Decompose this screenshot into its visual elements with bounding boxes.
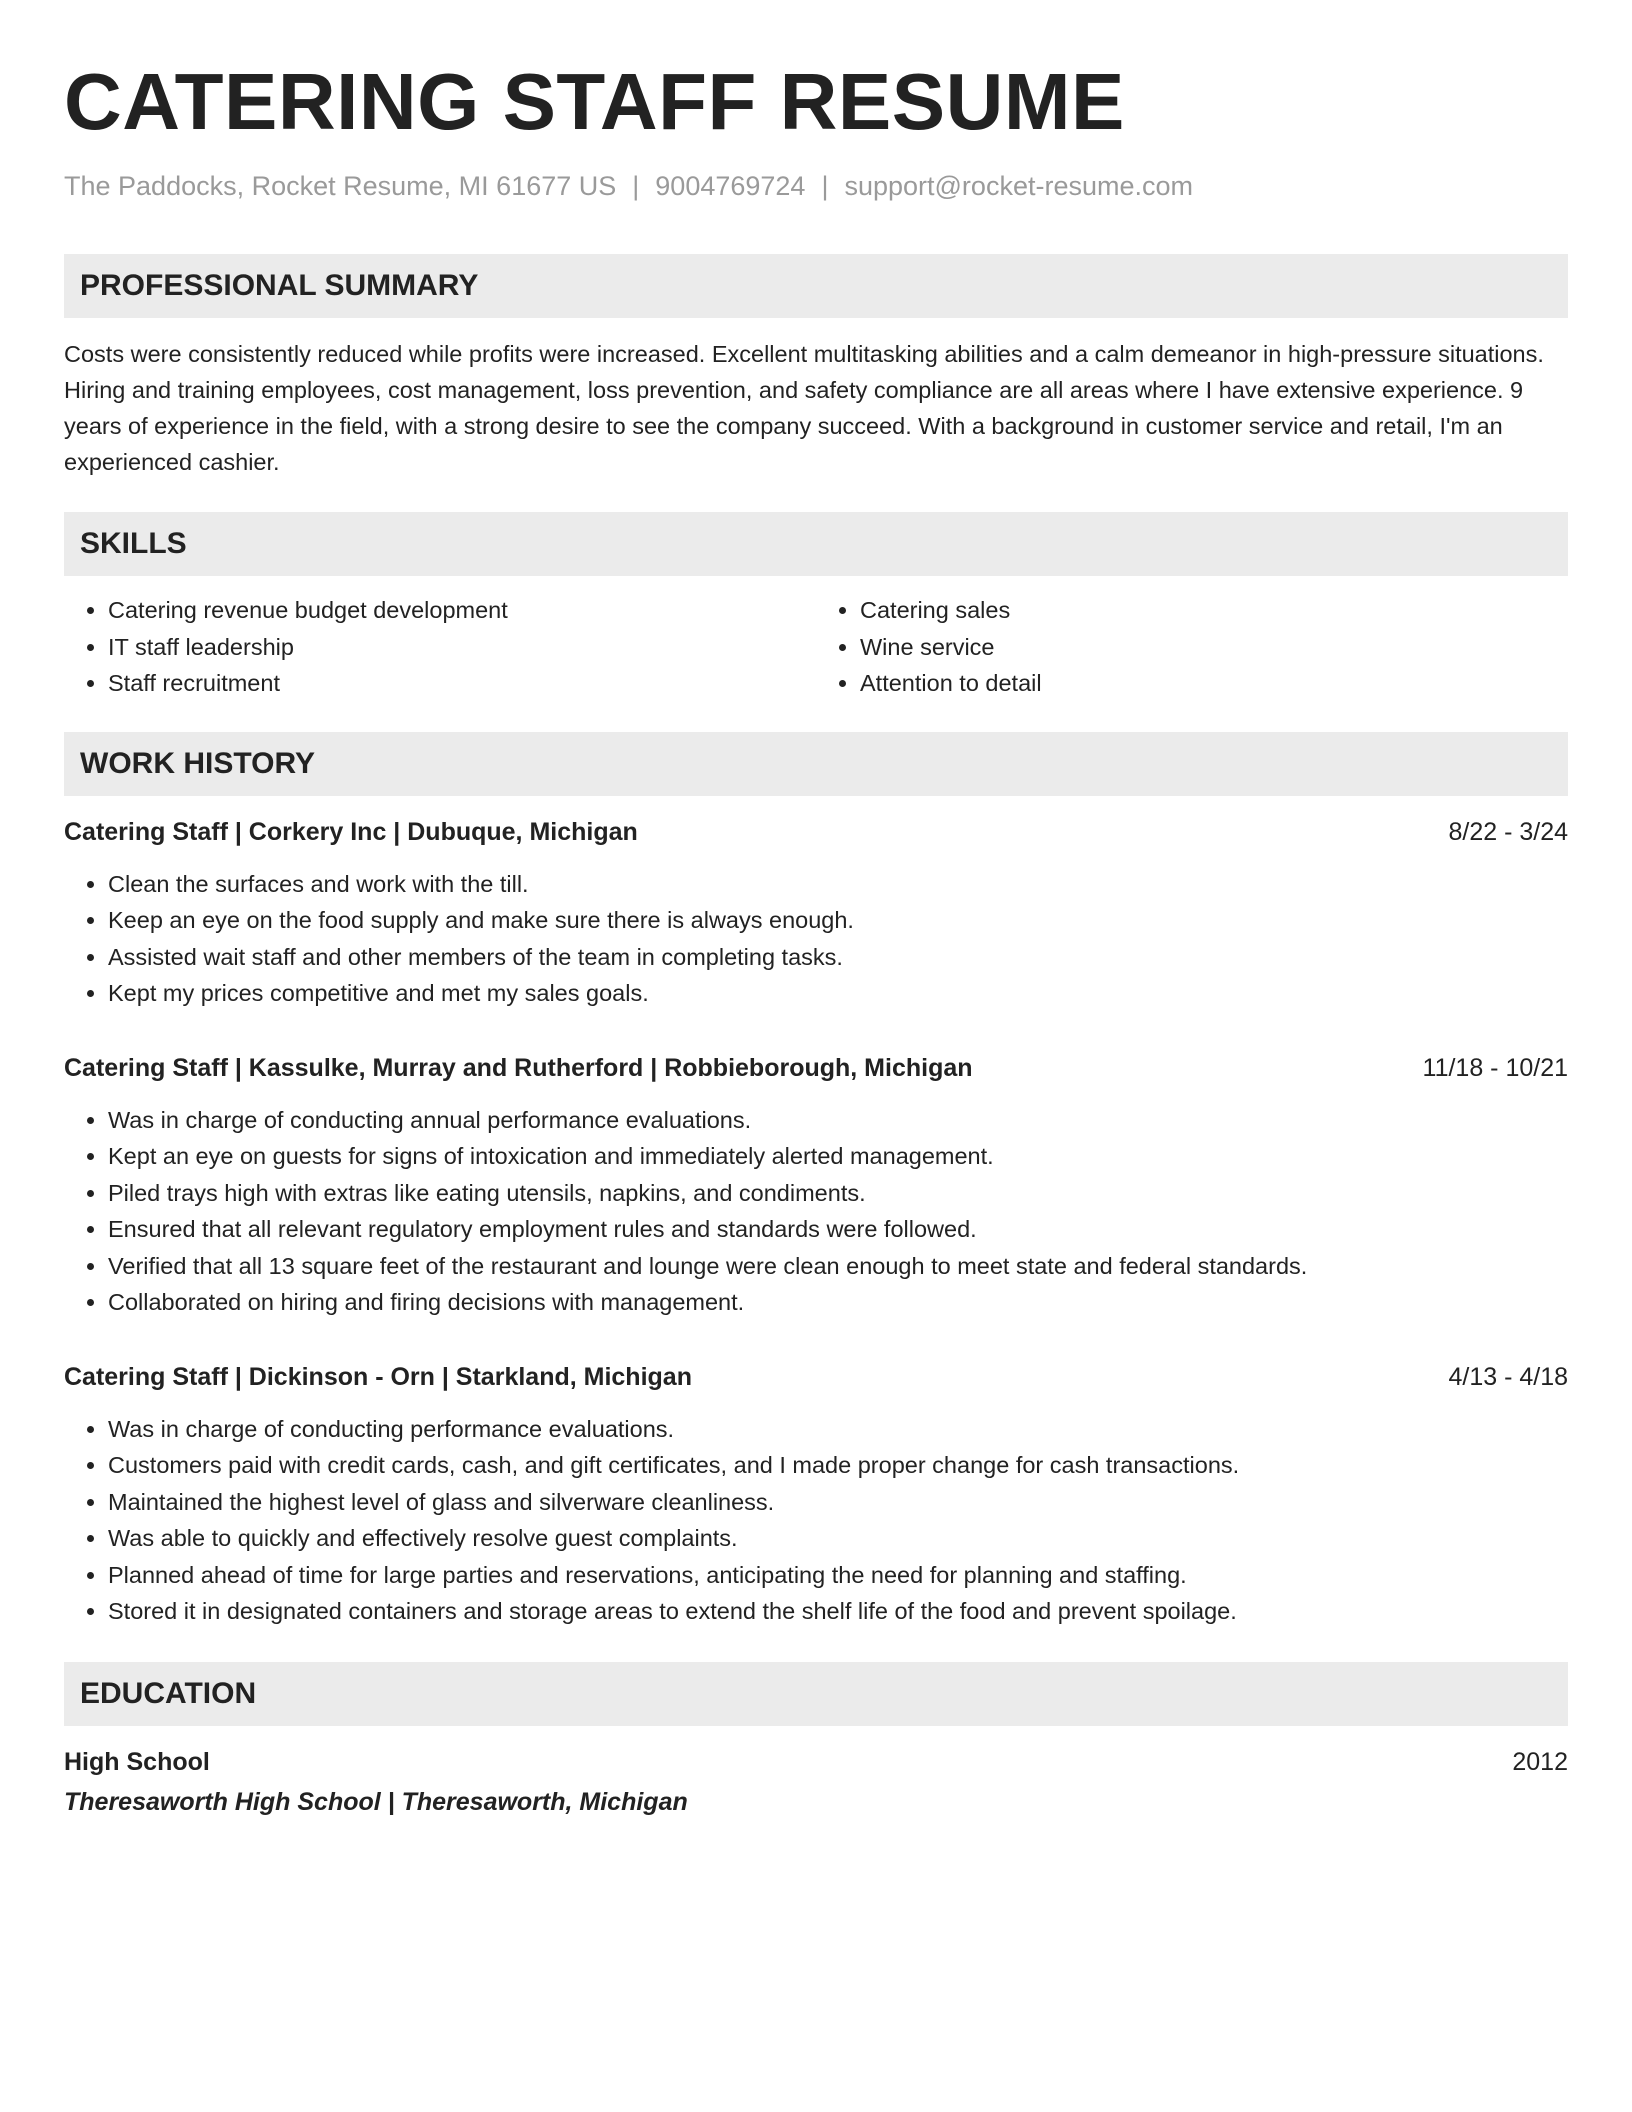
section-header-summary: PROFESSIONAL SUMMARY [64,254,1568,318]
contact-separator: | [821,171,829,201]
job-bullet: • Customers paid with credit cards, cash, and gift certificates, and I made proper change for cash transactions. [108,1447,1568,1484]
education-school: Theresaworth High School | Theresaworth, Michigan [64,1787,688,1816]
job-dates: 4/13 - 4/18 [1448,1362,1568,1391]
job-bullet: • Ensured that all relevant regulatory employment rules and standards were followed. [108,1211,1568,1248]
job-bullet: • Assisted wait staff and other members of the team in completing tasks. [108,939,1568,976]
job-entry [64,814,1568,1012]
job-bullet: • Piled trays high with extras like eating utensils, napkins, and condiments. [108,1175,1568,1212]
job-bullet: • Collaborated on hiring and firing decisions with management. [108,1284,1568,1321]
education-header [64,1744,1568,1780]
address: The Paddocks, Rocket Resume, MI 61677 US [64,171,617,201]
contact-line [64,168,1568,204]
job-title: Catering Staff | Kassulke, Murray and Rutherford | Robbieborough, Michigan [64,1053,973,1082]
contact-separator: | [632,171,640,201]
job-bullet: • Planned ahead of time for large parties and reservations, anticipating the need for planning and staffing. [108,1557,1568,1594]
job-title: Catering Staff | Dickinson - Orn | Starkland, Michigan [64,1362,692,1391]
section-header-work-history: WORK HISTORY [64,732,1568,796]
section-header-skills: SKILLS [64,512,1568,576]
resume-content [64,50,1568,1820]
job-bullets [64,1102,1568,1321]
job-bullet: • Was in charge of conducting annual performance evaluations. [108,1102,1568,1139]
skill-item: • Staff recruitment [108,665,816,702]
skill-item: • IT staff leadership [108,629,816,666]
section-header-education: EDUCATION [64,1662,1568,1726]
job-bullet: • Stored it in designated containers and storage areas to extend the shelf life of the food and prevent spoilage. [108,1593,1568,1630]
job-bullet: • Kept my prices competitive and met my sales goals. [108,975,1568,1012]
job-header [64,1359,1568,1395]
job-title: Catering Staff | Corkery Inc | Dubuque, Michigan [64,817,638,846]
job-dates: 8/22 - 3/24 [1448,817,1568,846]
phone: 9004769724 [655,171,806,201]
education-degree: High School [64,1747,210,1776]
job-bullet: • Was able to quickly and effectively resolve guest complaints. [108,1520,1568,1557]
resume-title: CATERING STAFF RESUME [64,57,1125,146]
job-header [64,814,1568,850]
job-bullet: • Verified that all 13 square feet of the restaurant and lounge were clean enough to meet state and federal standards. [108,1248,1568,1285]
job-bullet: • Was in charge of conducting performance evaluations. [108,1411,1568,1448]
job-bullet: • Clean the surfaces and work with the till. [108,866,1568,903]
skill-item: • Catering revenue budget development [108,592,816,629]
job-bullets [64,1411,1568,1630]
job-bullet: • Maintained the highest level of glass and silverware cleanliness. [108,1484,1568,1521]
skills-column-right [816,592,1568,702]
job-dates: 11/18 - 10/21 [1422,1053,1568,1082]
summary-text: Costs were consistently reduced while profits were increased. Excellent multitasking abilities and a calm demeanor in high-pressure situations. Hiring and training employees, cost management, loss prevention, and safety compliance are all areas where I have extensive experience. 9 years of experience in the field, with a strong desire to see the company succeed. With a background in customer service and retail, I'm an experienced cashier. [64,341,1544,475]
education-entry [64,1744,1568,1820]
skills-list [64,592,1568,702]
job-entry [64,1050,1568,1321]
skill-item: • Wine service [860,629,1568,666]
skill-item: • Attention to detail [860,665,1568,702]
job-bullet: • Keep an eye on the food supply and make sure there is always enough. [108,902,1568,939]
job-bullets [64,866,1568,1012]
job-header [64,1050,1568,1086]
job-entry [64,1359,1568,1630]
education-year: 2012 [1512,1747,1568,1776]
skills-column-left [64,592,816,702]
job-bullet: • Kept an eye on guests for signs of intoxication and immediately alerted management. [108,1138,1568,1175]
skill-item: • Catering sales [860,592,1568,629]
email: support@rocket-resume.com [844,171,1193,201]
